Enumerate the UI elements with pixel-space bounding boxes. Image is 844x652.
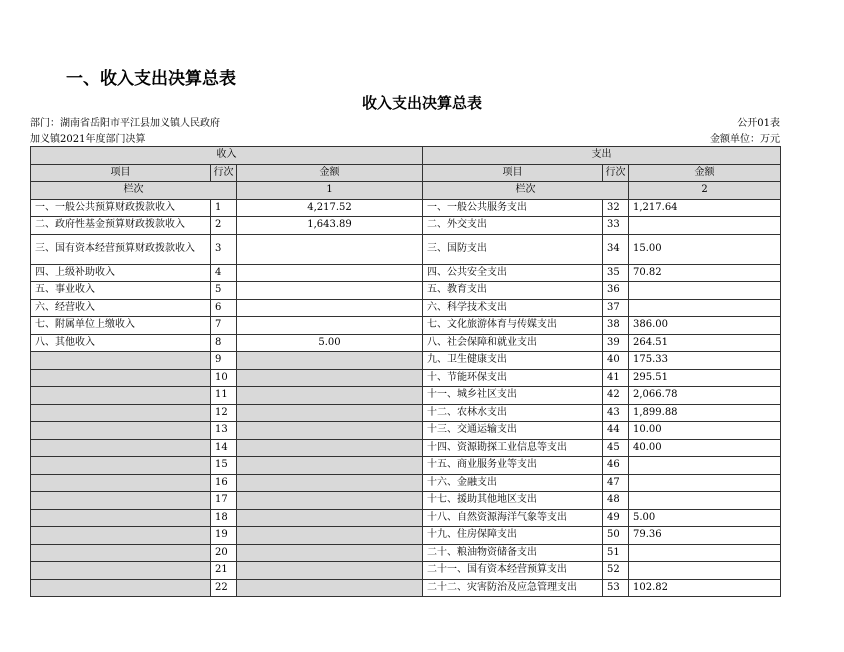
- table-row: [31, 439, 781, 457]
- table-title: 收入支出决算总表: [361, 94, 482, 112]
- income-amount: [237, 457, 423, 475]
- income-line-number: 22: [211, 579, 237, 597]
- expense-line-number: 41: [603, 369, 629, 387]
- expense-line-number: 34: [603, 234, 629, 264]
- income-line-number: 14: [211, 439, 237, 457]
- income-item-name: 五、事业收入: [31, 282, 211, 300]
- income-item-name: [31, 404, 211, 422]
- income-item-name: 二、政府性基金预算财政拨款收入: [31, 217, 211, 235]
- income-item-name: [31, 492, 211, 510]
- table-row: [31, 369, 781, 387]
- income-amount: [237, 474, 423, 492]
- year-label: 加义镇2021年度部门决算: [30, 134, 146, 145]
- table-row: [31, 579, 781, 597]
- section-heading: 一、收入支出决算总表: [66, 69, 236, 89]
- income-item-name: 一、一般公共预算财政拨款收入: [31, 199, 211, 217]
- table-row: [31, 299, 781, 317]
- income-amount: [237, 509, 423, 527]
- expense-item-name: 二十一、国有资本经营预算支出: [423, 562, 603, 580]
- income-item-name: [31, 562, 211, 580]
- table-row: [31, 334, 781, 352]
- expense-column-number: 2: [629, 182, 781, 200]
- expense-amount: 2,066.78: [629, 387, 781, 405]
- expense-amount: [629, 217, 781, 235]
- expense-item-name: 一、一般公共服务支出: [423, 199, 603, 217]
- expense-item-name: 二十二、灾害防治及应急管理支出: [423, 579, 603, 597]
- income-line-number: 8: [211, 334, 237, 352]
- income-item-name: [31, 387, 211, 405]
- income-line-number: 17: [211, 492, 237, 510]
- income-amount: [237, 317, 423, 335]
- income-item-name: [31, 509, 211, 527]
- income-item-name: [31, 352, 211, 370]
- expense-line-number: 45: [603, 439, 629, 457]
- income-amount: [237, 527, 423, 545]
- table-row: [31, 317, 781, 335]
- income-line-number: 3: [211, 234, 237, 264]
- expense-item-name: 十五、商业服务业等支出: [423, 457, 603, 475]
- income-line-number: 12: [211, 404, 237, 422]
- income-amount: [237, 387, 423, 405]
- expense-item-name: 十八、自然资源海洋气象等支出: [423, 509, 603, 527]
- income-line-number: 5: [211, 282, 237, 300]
- income-line-number: 4: [211, 264, 237, 282]
- income-amount: 4,217.52: [237, 199, 423, 217]
- expense-line-number: 42: [603, 387, 629, 405]
- expense-amount: [629, 562, 781, 580]
- expense-item-name: 四、公共安全支出: [423, 264, 603, 282]
- income-item-header: 项目: [31, 164, 211, 182]
- income-item-name: [31, 369, 211, 387]
- income-amount: [237, 234, 423, 264]
- income-item-name: [31, 457, 211, 475]
- form-number: 公开01表: [737, 118, 780, 129]
- income-column-label: 栏次: [31, 182, 237, 200]
- expense-amount: [629, 474, 781, 492]
- expense-amount: 386.00: [629, 317, 781, 335]
- expense-line-number: 50: [603, 527, 629, 545]
- income-line-number: 9: [211, 352, 237, 370]
- expense-item-name: 三、国防支出: [423, 234, 603, 264]
- income-amount: [237, 352, 423, 370]
- column-number-row: [31, 182, 781, 200]
- income-item-name: 八、其他收入: [31, 334, 211, 352]
- expense-amount: 175.33: [629, 352, 781, 370]
- expense-amount: 40.00: [629, 439, 781, 457]
- table-row: [31, 474, 781, 492]
- expense-line-number: 51: [603, 544, 629, 562]
- expense-item-header: 项目: [423, 164, 603, 182]
- expense-line-number: 37: [603, 299, 629, 317]
- expense-amount: 1,899.88: [629, 404, 781, 422]
- expense-item-name: 十六、金融支出: [423, 474, 603, 492]
- expense-line-number: 40: [603, 352, 629, 370]
- header-row-top: [31, 147, 781, 165]
- income-line-number: 2: [211, 217, 237, 235]
- expense-item-name: 八、社会保障和就业支出: [423, 334, 603, 352]
- income-column-number: 1: [237, 182, 423, 200]
- expense-line-number: 49: [603, 509, 629, 527]
- expense-line-number: 38: [603, 317, 629, 335]
- income-line-header: 行次: [211, 164, 237, 182]
- income-line-number: 15: [211, 457, 237, 475]
- expense-item-name: 十二、农林水支出: [423, 404, 603, 422]
- expense-item-name: 十九、住房保障支出: [423, 527, 603, 545]
- table-row: [31, 387, 781, 405]
- income-amount: [237, 299, 423, 317]
- income-line-number: 16: [211, 474, 237, 492]
- income-line-number: 1: [211, 199, 237, 217]
- expense-line-number: 33: [603, 217, 629, 235]
- expense-line-number: 35: [603, 264, 629, 282]
- income-item-name: [31, 544, 211, 562]
- income-amount: [237, 422, 423, 440]
- expense-amount: 102.82: [629, 579, 781, 597]
- table-row: [31, 527, 781, 545]
- income-item-name: [31, 579, 211, 597]
- income-amount-header: 金额: [237, 164, 423, 182]
- expense-line-number: 39: [603, 334, 629, 352]
- expense-line-number: 52: [603, 562, 629, 580]
- expense-item-name: 十、节能环保支出: [423, 369, 603, 387]
- table-row: [31, 404, 781, 422]
- expense-line-number: 46: [603, 457, 629, 475]
- table-row: [31, 422, 781, 440]
- income-line-number: 7: [211, 317, 237, 335]
- table-row: [31, 352, 781, 370]
- expense-line-number: 48: [603, 492, 629, 510]
- expense-item-name: 五、教育支出: [423, 282, 603, 300]
- income-expense-table: [30, 146, 781, 597]
- table-row: [31, 264, 781, 282]
- header-row-columns: [31, 164, 781, 182]
- income-item-name: [31, 439, 211, 457]
- expense-item-name: 二、外交支出: [423, 217, 603, 235]
- income-line-number: 6: [211, 299, 237, 317]
- expense-amount: 5.00: [629, 509, 781, 527]
- table-row: [31, 562, 781, 580]
- income-line-number: 21: [211, 562, 237, 580]
- table-row: [31, 234, 781, 264]
- table-row: [31, 509, 781, 527]
- expense-item-name: 二十、粮油物资储备支出: [423, 544, 603, 562]
- table-row: [31, 282, 781, 300]
- expense-amount: 295.51: [629, 369, 781, 387]
- income-line-number: 18: [211, 509, 237, 527]
- income-line-number: 20: [211, 544, 237, 562]
- income-amount: [237, 439, 423, 457]
- department-label: 部门：湖南省岳阳市平江县加义镇人民政府: [30, 118, 220, 129]
- income-amount: [237, 404, 423, 422]
- income-amount: 1,643.89: [237, 217, 423, 235]
- income-item-name: [31, 527, 211, 545]
- expense-item-name: 十三、交通运输支出: [423, 422, 603, 440]
- expense-amount: 264.51: [629, 334, 781, 352]
- expense-amount: 10.00: [629, 422, 781, 440]
- income-line-number: 10: [211, 369, 237, 387]
- expense-amount-header: 金额: [629, 164, 781, 182]
- expense-column-label: 栏次: [423, 182, 629, 200]
- income-line-number: 13: [211, 422, 237, 440]
- expense-item-name: 九、卫生健康支出: [423, 352, 603, 370]
- expense-line-number: 36: [603, 282, 629, 300]
- expense-item-name: 六、科学技术支出: [423, 299, 603, 317]
- expense-item-name: 十四、资源勘探工业信息等支出: [423, 439, 603, 457]
- income-item-name: [31, 474, 211, 492]
- income-amount: [237, 369, 423, 387]
- expense-header: 支出: [423, 147, 781, 165]
- expense-amount: 70.82: [629, 264, 781, 282]
- income-item-name: [31, 422, 211, 440]
- table-row: [31, 457, 781, 475]
- expense-line-header: 行次: [603, 164, 629, 182]
- income-amount: [237, 579, 423, 597]
- expense-amount: [629, 282, 781, 300]
- income-amount: [237, 562, 423, 580]
- expense-amount: [629, 492, 781, 510]
- table-row: [31, 199, 781, 217]
- income-line-number: 11: [211, 387, 237, 405]
- expense-amount: 1,217.64: [629, 199, 781, 217]
- income-item-name: 六、经营收入: [31, 299, 211, 317]
- table-row: [31, 544, 781, 562]
- income-item-name: 七、附属单位上缴收入: [31, 317, 211, 335]
- expense-amount: [629, 457, 781, 475]
- expense-line-number: 44: [603, 422, 629, 440]
- income-amount: 5.00: [237, 334, 423, 352]
- expense-item-name: 七、文化旅游体育与传媒支出: [423, 317, 603, 335]
- expense-line-number: 32: [603, 199, 629, 217]
- expense-line-number: 53: [603, 579, 629, 597]
- expense-amount: 79.36: [629, 527, 781, 545]
- income-header: 收入: [31, 147, 423, 165]
- income-line-number: 19: [211, 527, 237, 545]
- income-amount: [237, 492, 423, 510]
- income-item-name: 三、国有资本经营预算财政拨款收入: [31, 234, 211, 264]
- expense-amount: [629, 299, 781, 317]
- income-amount: [237, 544, 423, 562]
- income-amount: [237, 282, 423, 300]
- expense-item-name: 十七、援助其他地区支出: [423, 492, 603, 510]
- income-item-name: 四、上级补助收入: [31, 264, 211, 282]
- expense-amount: 15.00: [629, 234, 781, 264]
- expense-amount: [629, 544, 781, 562]
- income-amount: [237, 264, 423, 282]
- expense-item-name: 十一、城乡社区支出: [423, 387, 603, 405]
- table-row: [31, 217, 781, 235]
- expense-line-number: 47: [603, 474, 629, 492]
- unit-label: 金额单位：万元: [710, 134, 780, 145]
- table-row: [31, 492, 781, 510]
- expense-line-number: 43: [603, 404, 629, 422]
